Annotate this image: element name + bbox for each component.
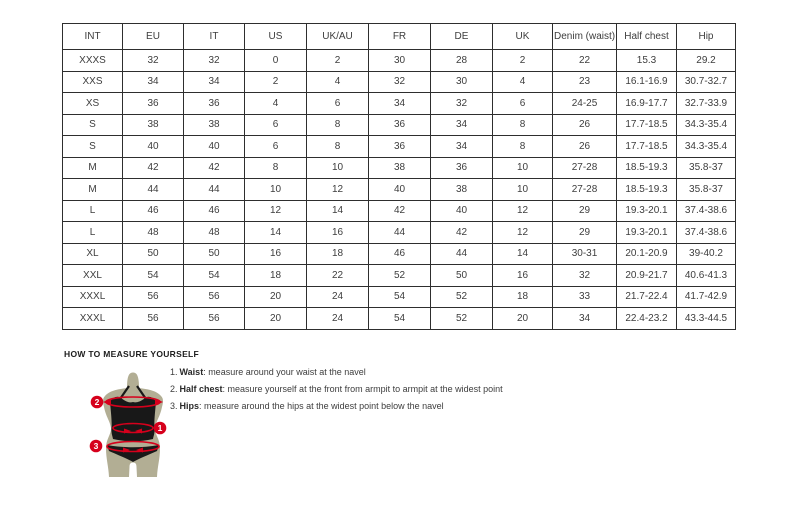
- table-row: [63, 179, 736, 201]
- step-label: Hips: [179, 401, 200, 411]
- table-cell: 34: [369, 93, 431, 115]
- table-cell: 46: [369, 243, 431, 265]
- table-cell: 36: [369, 136, 431, 158]
- table-cell: 52: [369, 265, 431, 287]
- table-cell: 14: [245, 222, 307, 244]
- measure-step-half-chest: [170, 385, 503, 394]
- table-cell: 44: [431, 243, 493, 265]
- table-cell: 4: [245, 93, 307, 115]
- table-cell: 42: [431, 222, 493, 244]
- table-header-row: [63, 24, 736, 50]
- table-cell: 26: [553, 136, 617, 158]
- table-cell: 16: [493, 265, 553, 287]
- column-header: US: [245, 24, 307, 50]
- table-cell: 22.4-23.2: [617, 308, 677, 330]
- table-cell: 36: [184, 93, 245, 115]
- table-cell: 10: [493, 157, 553, 179]
- table-cell: 34.3-35.4: [677, 136, 736, 158]
- table-cell: 46: [184, 200, 245, 222]
- table-cell: 18: [307, 243, 369, 265]
- table-cell: XS: [63, 93, 123, 115]
- table-cell: 54: [184, 265, 245, 287]
- table-cell: 34: [123, 71, 184, 93]
- table-cell: 34: [431, 136, 493, 158]
- table-cell: 12: [307, 179, 369, 201]
- table-row: [63, 71, 736, 93]
- step-number: 1.: [170, 367, 178, 377]
- table-cell: S: [63, 136, 123, 158]
- table-cell: 22: [553, 50, 617, 72]
- table-cell: 40: [123, 136, 184, 158]
- column-header: IT: [184, 24, 245, 50]
- table-cell: 24-25: [553, 93, 617, 115]
- table-row: [63, 114, 736, 136]
- table-cell: 16: [245, 243, 307, 265]
- table-cell: 6: [493, 93, 553, 115]
- table-cell: 50: [184, 243, 245, 265]
- table-cell: 28: [431, 50, 493, 72]
- table-cell: 44: [369, 222, 431, 244]
- table-cell: 34: [184, 71, 245, 93]
- table-cell: 10: [307, 157, 369, 179]
- table-cell: 15.3: [617, 50, 677, 72]
- table-cell: 40: [431, 200, 493, 222]
- table-cell: 48: [123, 222, 184, 244]
- table-cell: 2: [493, 50, 553, 72]
- column-header: Denim (waist): [553, 24, 617, 50]
- table-cell: 20: [493, 308, 553, 330]
- table-cell: 19.3-20.1: [617, 200, 677, 222]
- measure-step-waist: [170, 368, 503, 377]
- table-cell: 6: [307, 93, 369, 115]
- table-cell: 54: [369, 286, 431, 308]
- table-cell: XXXL: [63, 286, 123, 308]
- table-cell: 42: [369, 200, 431, 222]
- mannequin-illustration: [88, 371, 178, 483]
- table-cell: 20.9-21.7: [617, 265, 677, 287]
- table-cell: XXXL: [63, 308, 123, 330]
- table-cell: 22: [307, 265, 369, 287]
- table-row: [63, 136, 736, 158]
- table-cell: 44: [184, 179, 245, 201]
- table-cell: 8: [493, 136, 553, 158]
- step-text: : measure around the hips at the widest point below the navel: [199, 401, 444, 411]
- table-cell: 4: [493, 71, 553, 93]
- table-cell: 48: [184, 222, 245, 244]
- table-cell: 38: [431, 179, 493, 201]
- table-row: [63, 50, 736, 72]
- table-cell: 8: [493, 114, 553, 136]
- measure-section-title: HOW TO MEASURE YOURSELF: [64, 349, 200, 359]
- table-cell: 18.5-19.3: [617, 157, 677, 179]
- table-cell: 27-28: [553, 157, 617, 179]
- table-cell: 35.8-37: [677, 157, 736, 179]
- table-cell: 24: [307, 308, 369, 330]
- step-text: : measure around your waist at the navel: [203, 367, 366, 377]
- table-cell: 30-31: [553, 243, 617, 265]
- step-label: Half chest: [179, 384, 223, 394]
- table-cell: 29: [553, 222, 617, 244]
- table-cell: 42: [123, 157, 184, 179]
- table-cell: 50: [431, 265, 493, 287]
- table-cell: 6: [245, 136, 307, 158]
- step-text: : measure yourself at the front from armpit to armpit at the widest point: [222, 384, 503, 394]
- table-cell: 44: [123, 179, 184, 201]
- table-cell: L: [63, 200, 123, 222]
- table-cell: 52: [431, 308, 493, 330]
- column-header: UK: [493, 24, 553, 50]
- step-number: 2.: [170, 384, 178, 394]
- table-cell: 21.7-22.4: [617, 286, 677, 308]
- table-cell: 8: [307, 136, 369, 158]
- table-cell: 17.7-18.5: [617, 114, 677, 136]
- table-cell: 16.9-17.7: [617, 93, 677, 115]
- column-header: EU: [123, 24, 184, 50]
- table-cell: 23: [553, 71, 617, 93]
- step-label: Waist: [179, 367, 204, 377]
- measurement-figure: [88, 371, 178, 483]
- table-cell: 36: [123, 93, 184, 115]
- table-row: [63, 308, 736, 330]
- table-cell: 12: [245, 200, 307, 222]
- table-cell: 39-40.2: [677, 243, 736, 265]
- table-cell: 43.3-44.5: [677, 308, 736, 330]
- table-cell: 56: [123, 286, 184, 308]
- table-cell: 34: [553, 308, 617, 330]
- table-cell: 17.7-18.5: [617, 136, 677, 158]
- table-cell: 54: [369, 308, 431, 330]
- table-cell: 56: [184, 308, 245, 330]
- table-cell: 30.7-32.7: [677, 71, 736, 93]
- table-row: [63, 265, 736, 287]
- table-cell: 34.3-35.4: [677, 114, 736, 136]
- table-row: [63, 243, 736, 265]
- table-cell: 35.8-37: [677, 179, 736, 201]
- table-cell: 12: [493, 222, 553, 244]
- table-cell: 32: [553, 265, 617, 287]
- table-cell: 2: [245, 71, 307, 93]
- table-cell: 18: [245, 265, 307, 287]
- table-cell: 36: [369, 114, 431, 136]
- table-cell: S: [63, 114, 123, 136]
- table-cell: 30: [369, 50, 431, 72]
- table-cell: 14: [493, 243, 553, 265]
- table-cell: 32.7-33.9: [677, 93, 736, 115]
- table-cell: 41.7-42.9: [677, 286, 736, 308]
- table-cell: L: [63, 222, 123, 244]
- table-cell: 38: [369, 157, 431, 179]
- column-header: DE: [431, 24, 493, 50]
- table-cell: 54: [123, 265, 184, 287]
- camisole-top: [110, 397, 156, 441]
- table-cell: 27-28: [553, 179, 617, 201]
- table-cell: 29: [553, 200, 617, 222]
- table-cell: 56: [184, 286, 245, 308]
- column-header: INT: [63, 24, 123, 50]
- table-row: [63, 157, 736, 179]
- table-cell: 40: [184, 136, 245, 158]
- table-cell: 32: [431, 93, 493, 115]
- table-cell: 26: [553, 114, 617, 136]
- table-row: [63, 286, 736, 308]
- table-cell: XXL: [63, 265, 123, 287]
- marker-2-number: 2: [94, 397, 100, 407]
- table-cell: 37.4-38.6: [677, 200, 736, 222]
- measure-step-hips: [170, 402, 503, 411]
- table-cell: 10: [245, 179, 307, 201]
- table-cell: 12: [493, 200, 553, 222]
- size-chart-table: [62, 23, 736, 330]
- table-row: [63, 200, 736, 222]
- table-cell: 20: [245, 308, 307, 330]
- table-row: [63, 222, 736, 244]
- table-cell: 6: [245, 114, 307, 136]
- marker-3-number: 3: [93, 441, 99, 451]
- table-cell: XXS: [63, 71, 123, 93]
- table-cell: 8: [245, 157, 307, 179]
- table-cell: 0: [245, 50, 307, 72]
- table-cell: 37.4-38.6: [677, 222, 736, 244]
- column-header: Half chest: [617, 24, 677, 50]
- table-cell: XL: [63, 243, 123, 265]
- table-cell: 16.1-16.9: [617, 71, 677, 93]
- table-cell: 40: [369, 179, 431, 201]
- table-cell: 20: [245, 286, 307, 308]
- table-cell: 40.6-41.3: [677, 265, 736, 287]
- table-cell: 38: [123, 114, 184, 136]
- measure-steps: [170, 368, 503, 419]
- table-cell: 10: [493, 179, 553, 201]
- table-cell: 19.3-20.1: [617, 222, 677, 244]
- step-number: 3.: [170, 401, 178, 411]
- table-cell: XXXS: [63, 50, 123, 72]
- table-body: [63, 50, 736, 330]
- table-cell: 50: [123, 243, 184, 265]
- table-cell: 34: [431, 114, 493, 136]
- table-cell: 4: [307, 71, 369, 93]
- table-cell: 52: [431, 286, 493, 308]
- table-cell: 36: [431, 157, 493, 179]
- column-header: Hip: [677, 24, 736, 50]
- table-cell: 14: [307, 200, 369, 222]
- table-cell: 32: [123, 50, 184, 72]
- table-cell: 16: [307, 222, 369, 244]
- table-cell: 42: [184, 157, 245, 179]
- table-row: [63, 93, 736, 115]
- table-cell: 38: [184, 114, 245, 136]
- table-cell: 46: [123, 200, 184, 222]
- table-cell: 18.5-19.3: [617, 179, 677, 201]
- table-cell: M: [63, 157, 123, 179]
- table-cell: 33: [553, 286, 617, 308]
- table-cell: 30: [431, 71, 493, 93]
- table-cell: 18: [493, 286, 553, 308]
- marker-1-number: 1: [157, 423, 163, 433]
- table-cell: 20.1-20.9: [617, 243, 677, 265]
- table-cell: M: [63, 179, 123, 201]
- column-header: UK/AU: [307, 24, 369, 50]
- table-cell: 32: [184, 50, 245, 72]
- column-header: FR: [369, 24, 431, 50]
- table-cell: 8: [307, 114, 369, 136]
- table-cell: 2: [307, 50, 369, 72]
- table-cell: 29.2: [677, 50, 736, 72]
- table-cell: 24: [307, 286, 369, 308]
- table-cell: 32: [369, 71, 431, 93]
- table-cell: 56: [123, 308, 184, 330]
